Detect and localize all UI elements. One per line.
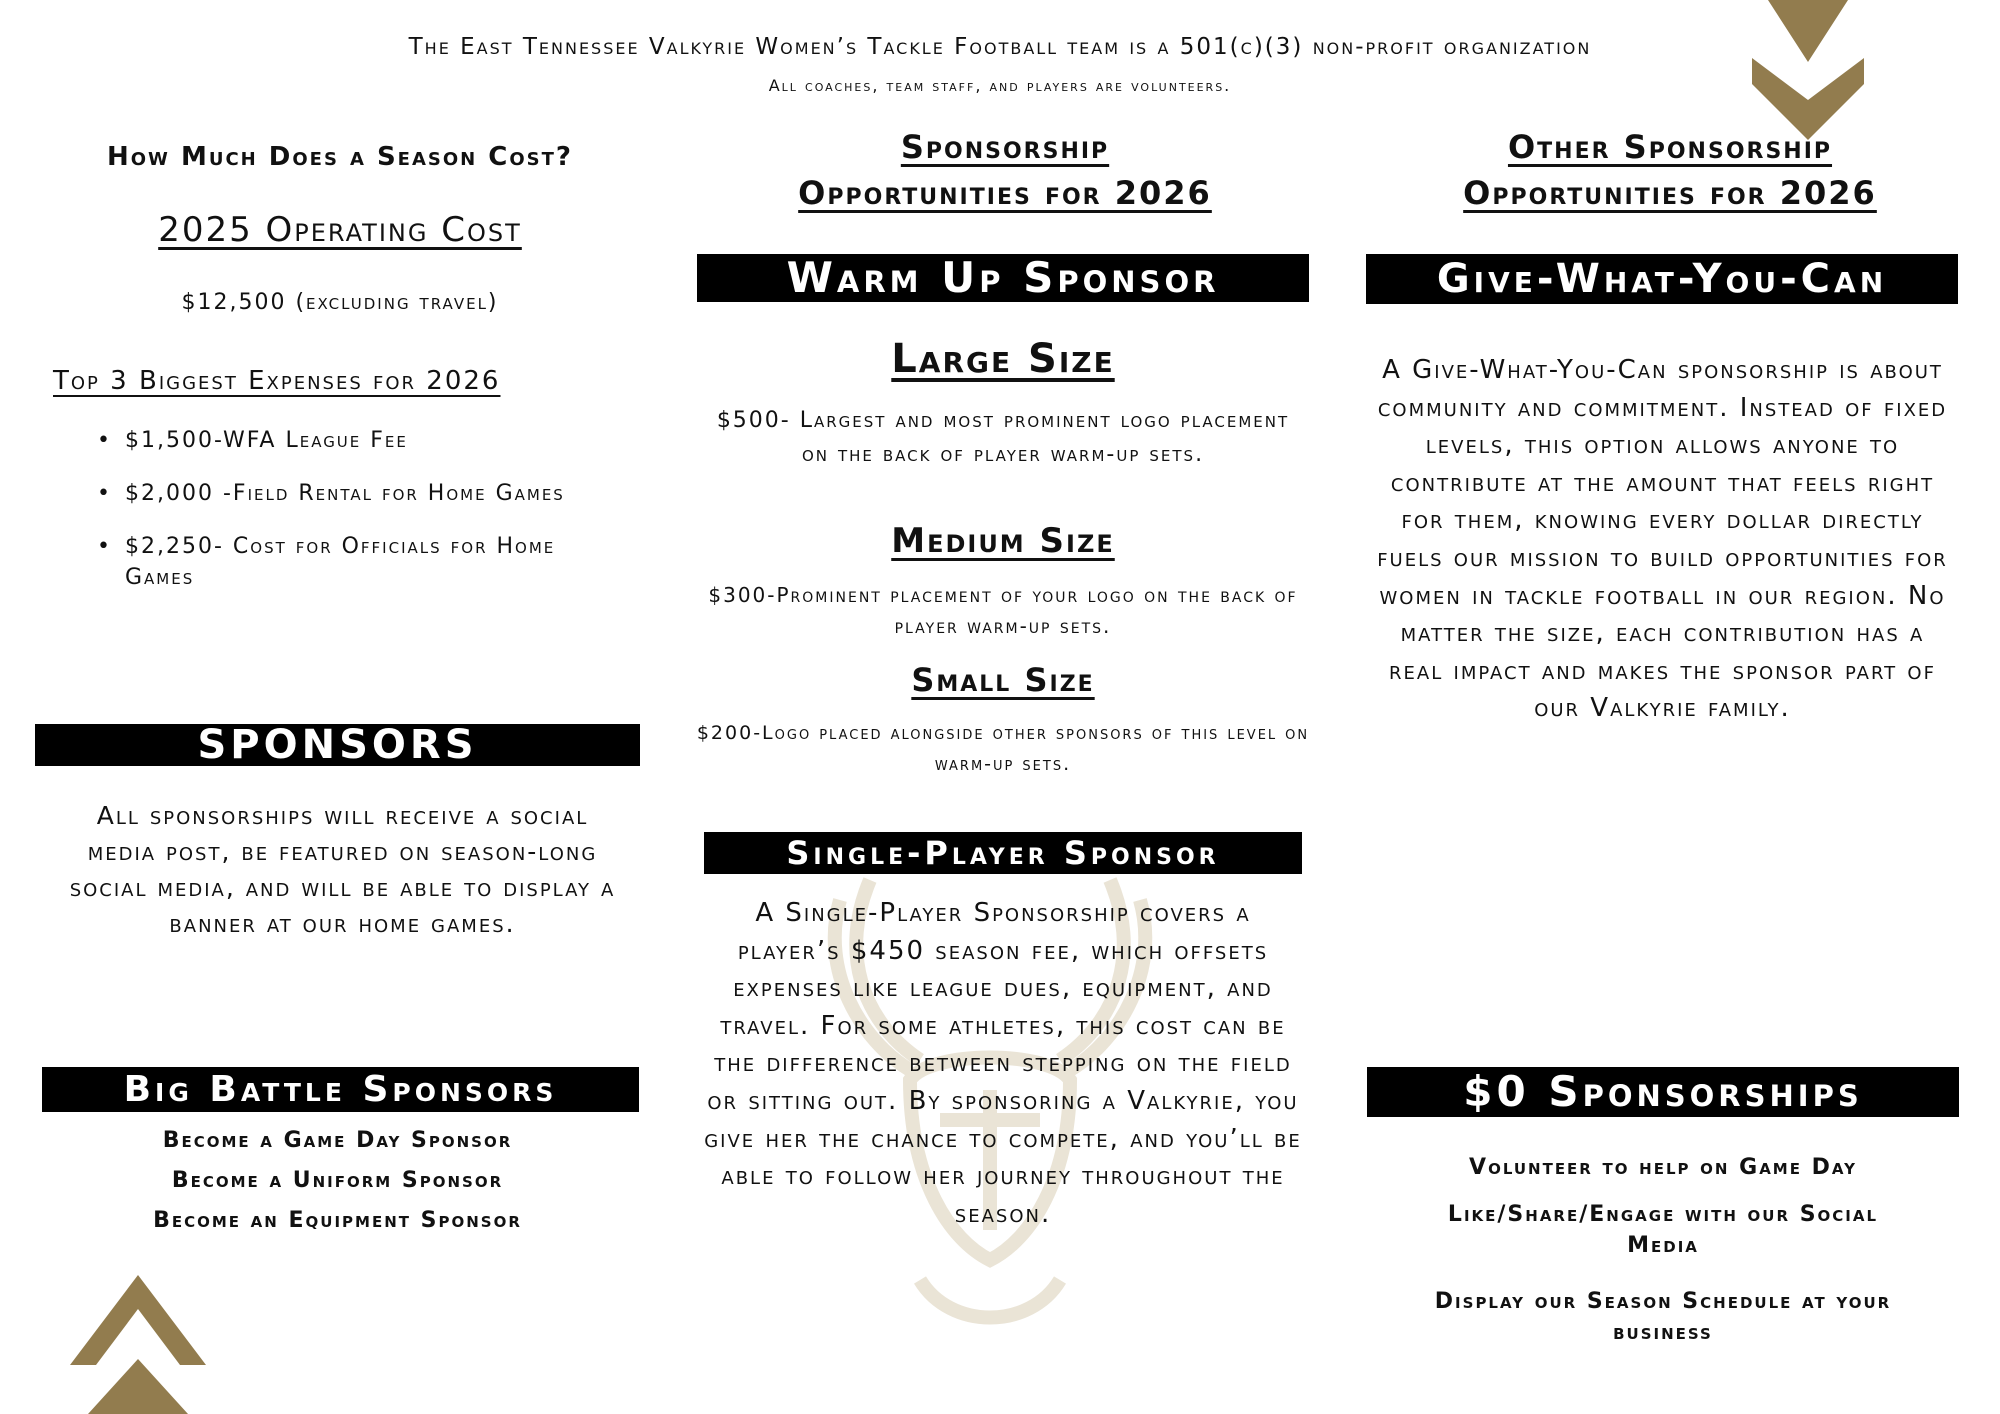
zero-sponsorships-banner: $0 Sponsorships [1367, 1067, 1959, 1117]
single-player-sponsor-banner: Single-Player Sponsor [704, 832, 1302, 874]
large-size-text: $500- Largest and most prominent logo placement on the back of player warm-up sets. [716, 408, 1290, 467]
season-cost-question: How Much Does a Season Cost? [106, 142, 573, 172]
zero-item-social-media: Like/Share/Engage with our Social Media [1447, 1202, 1879, 1258]
middle-heading-line-1: Sponsorship [900, 128, 1110, 166]
expenses-list [95, 425, 625, 615]
big-battle-item-game-day: Become a Game Day Sponsor [162, 1128, 513, 1153]
list-item: • $1,500-WFA League Fee [95, 425, 625, 456]
zero-item-schedule: Display our Season Schedule at your business [1434, 1289, 1892, 1345]
double-chevron-down-icon [1740, 0, 1880, 140]
list-item: • $2,000 -Field Rental for Home Games [95, 478, 625, 509]
sponsors-banner: SPONSORS [35, 724, 640, 766]
header-line-1: The East Tennessee Valkyrie Women’s Tackle Football team is a 501(c)(3) non-profit organization [408, 34, 1592, 60]
small-size-text: $200-Logo placed alongside other sponsors of this level on warm-up sets. [696, 722, 1310, 775]
warm-up-sponsor-banner: Warm Up Sponsor [697, 254, 1309, 302]
large-size-title: Large Size [891, 336, 1115, 382]
medium-size-text: $300-Prominent placement of your logo on the back of player warm-up sets. [708, 583, 1298, 638]
right-heading-line-1: Other Sponsorship [1507, 128, 1833, 166]
right-heading-line-2: Opportunities for 2026 [1463, 174, 1877, 212]
header-line-2: All coaches, team staff, and players are volunteers. [768, 76, 1232, 95]
middle-heading-line-2: Opportunities for 2026 [798, 174, 1212, 212]
operating-cost-title: 2025 Operating Cost [158, 210, 522, 250]
small-size-title: Small Size [911, 661, 1095, 699]
medium-size-title: Medium Size [891, 521, 1115, 561]
give-what-you-can-banner: Give-What-You-Can [1366, 254, 1958, 304]
big-battle-item-equipment: Become an Equipment Sponsor [153, 1208, 522, 1233]
big-battle-banner: Big Battle Sponsors [42, 1067, 639, 1112]
list-item: • $2,250- Cost for Officials for Home Games [95, 531, 625, 593]
give-what-you-can-text: A Give-What-You-Can sponsorship is about community and commitment. Instead of fixed levels, this option allows anyone to contribute at the amount that feels right for them, knowing every dollar directly fuels our mission to build opportunities for women in tackle football in our region. No matter the size, each contribution has a real impact and makes the sponsor part of our Valkyrie family. [1377, 355, 1948, 724]
sponsors-text: All sponsorships will receive a social media post, be featured on season-long social media, and will be able to display a banner at our home games. [69, 801, 616, 938]
single-player-text: A Single-Player Sponsorship covers a player’s $450 season fee, which offsets expenses like league dues, equipment, and travel. For some athletes, this cost can be the difference between stepping on the field or sitting out. By sponsoring a Valkyrie, you give her the chance to compete, and you’ll be able to follow her journey throughout the season. [704, 898, 1302, 1229]
big-battle-item-uniform: Become a Uniform Sponsor [171, 1168, 504, 1193]
double-chevron-up-icon [68, 1275, 208, 1414]
operating-cost-amount: $12,500 (excluding travel) [181, 290, 499, 315]
expenses-title: Top 3 Biggest Expenses for 2026 [53, 366, 501, 396]
zero-item-volunteer: Volunteer to help on Game Day [1469, 1155, 1857, 1180]
